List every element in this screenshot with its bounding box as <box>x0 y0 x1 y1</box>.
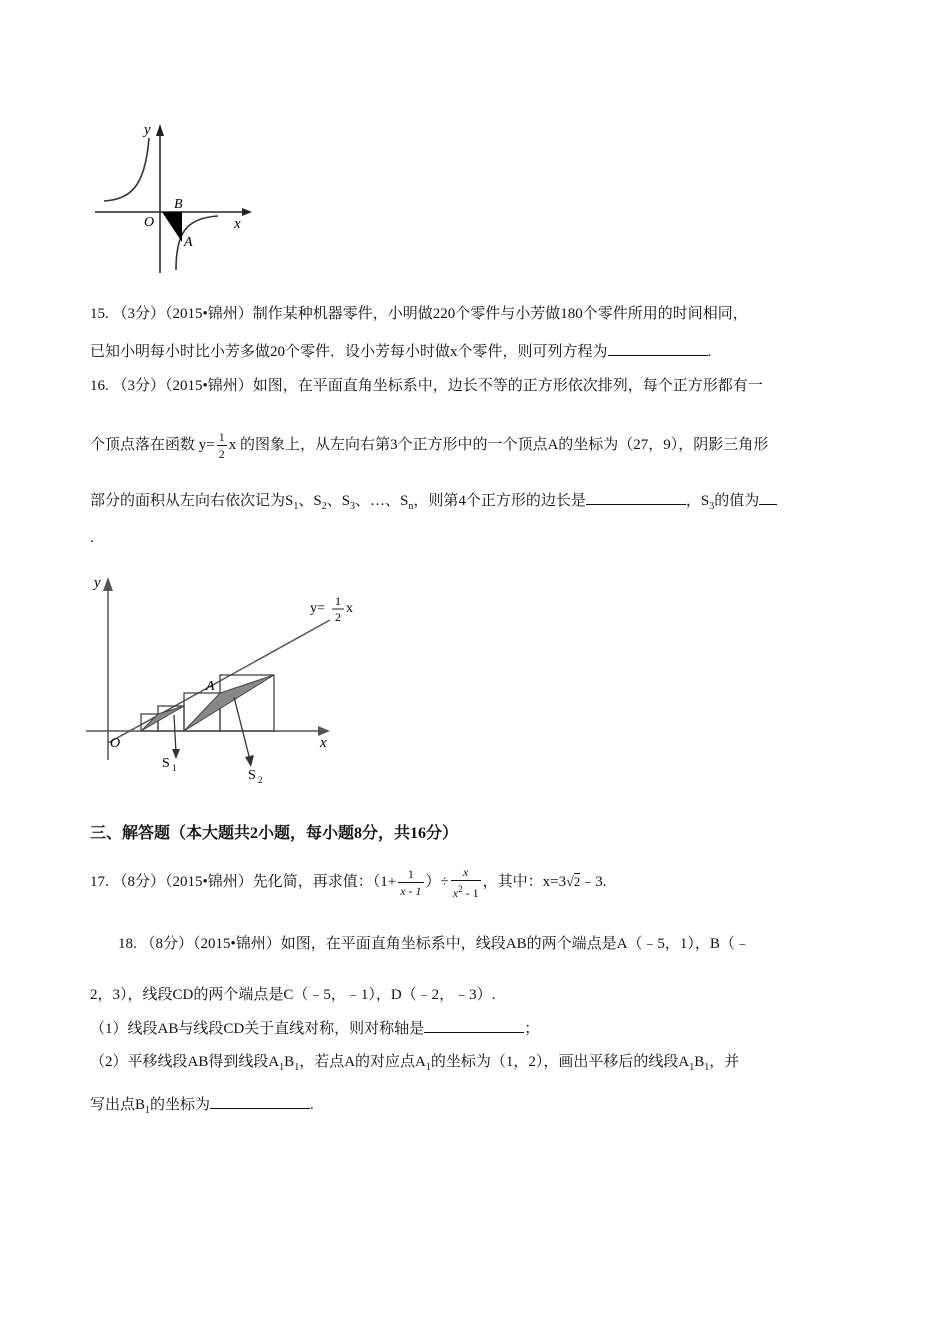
q18-blank-axis <box>424 1018 524 1033</box>
q16-line2 <box>90 428 768 462</box>
s1-pointer <box>174 715 176 753</box>
s1-pointer-head <box>172 749 180 759</box>
q16-figure <box>86 565 386 790</box>
hyperbola-right-branch <box>176 216 218 270</box>
x-label: x <box>234 216 241 232</box>
s2-sub: 2 <box>258 775 263 785</box>
section-3-heading: 三、解答题（本大题共2小题，每小题8分，共16分） <box>90 825 459 842</box>
sqrt-value: 2 <box>573 874 581 889</box>
shaded-triangle <box>162 212 182 242</box>
function-label: y= <box>310 601 325 616</box>
q16-blank-s3 <box>759 490 777 505</box>
point-a-label: A <box>184 235 193 250</box>
hyperbola-left-branch <box>104 138 149 201</box>
q16-line1: 16. （3分）（2015•锦州）如图，在平面直角坐标系中，边长不等的正方形依次排列，每个正方形都有一 <box>90 378 763 394</box>
y-label: y <box>144 122 151 138</box>
shaded-triangle-s2 <box>184 675 274 731</box>
q16-line4: . <box>90 530 94 546</box>
function-label-den: 2 <box>335 610 341 624</box>
q15-line2 <box>90 341 711 362</box>
q17-line: 17. （8分）（2015•锦州）先化简，再求值：（1+ $\frac{1}{x - 1}$ ）÷ $\frac{x}{x^2 - 1}$ ，其中：x=3√2﹣3. <box>90 865 607 901</box>
s2-pointer-head <box>245 755 254 767</box>
shaded-triangle-s1 <box>141 706 184 731</box>
q18-part1: （1）线段AB与线段CD关于直线对称，则对称轴是 ； <box>90 1018 539 1039</box>
q15-end: . <box>707 344 712 360</box>
q15-figure <box>90 118 260 278</box>
q16-line3: 部分的面积从左向右依次记为$S_1$、$S_2$、$S_3$、…、$S_n$，则第4个正方形的边长是 ，$S_3$的值为 <box>90 490 777 517</box>
origin-label: O <box>110 736 121 751</box>
y-axis-arrow <box>103 577 113 591</box>
y-label: y <box>94 575 101 591</box>
x-axis-arrow <box>242 208 252 216</box>
point-b-label: B <box>174 197 183 212</box>
q16-blank-side <box>586 490 686 505</box>
q16-text-a: 个顶点落在函数 y= <box>90 437 215 453</box>
q17-fraction-2: $\frac{x}{x^2 - 1}$ <box>452 865 479 901</box>
q15-text: 已知小明每小时比小芳多做20个零件．设小芳每小时做x个零件，则可列方程为 <box>90 344 608 360</box>
s1-label: S <box>162 756 170 771</box>
q18-blank-b1 <box>210 1094 310 1109</box>
y-axis-arrow <box>156 124 164 136</box>
s1-sub: 1 <box>172 763 177 773</box>
q18-line2: 2，3），线段CD的两个端点是C（﹣5，﹣1），D（﹣2，﹣3）. <box>90 987 496 1003</box>
q15-answer-blank <box>608 341 708 356</box>
q18-line1: 18. （8分）（2015•锦州）如图，在平面直角坐标系中，线段AB的两个端点是A（﹣5，1），B（﹣ <box>118 936 750 952</box>
q15-line1: 15. （3分）（2015•锦州）制作某种机器零件，小明做220个零件与小芳做180个零件所用的时间相同， <box>90 306 748 322</box>
q16-text-b: x 的图象上，从左向右第3个正方形中的一个顶点A的坐标为（27，9），阴影三角形 <box>228 437 769 453</box>
point-a-label: A <box>206 679 215 694</box>
origin-label: O <box>144 215 155 230</box>
function-label-num: 1 <box>335 594 341 608</box>
q18-part2: （2）平移线段AB得到线段$A_1B_1$，若点A的对应点$A_1$的坐标为（1，2），画出平移后的线段$A_1B_1$，并 <box>90 1054 740 1073</box>
x-label: x <box>320 735 327 751</box>
q18-part2-cont: 写出点$B_1$的坐标为 . <box>90 1094 314 1121</box>
s2-label: S <box>248 768 256 783</box>
q17-fraction-1: $\frac{1}{x - 1}$ <box>400 867 422 899</box>
function-label-x: x <box>346 601 353 616</box>
s2-pointer <box>234 697 250 760</box>
sqrt-sign: √ <box>566 875 574 890</box>
q16-fraction: $\frac{1}{2}$ <box>218 430 225 462</box>
